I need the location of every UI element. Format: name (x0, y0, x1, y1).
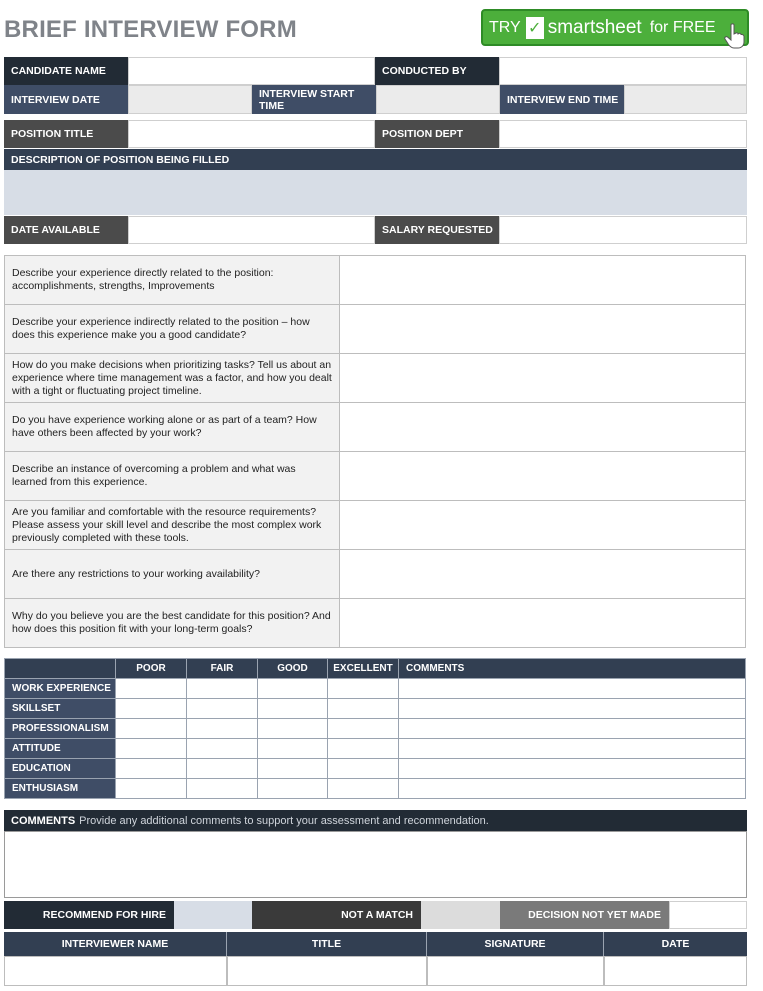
rating-cell[interactable] (116, 739, 187, 759)
rating-row (5, 779, 746, 799)
answer-field[interactable] (340, 403, 746, 452)
rating-col-poor: POOR (116, 659, 187, 679)
rating-row (5, 719, 746, 739)
signature-header: SIGNATURE (427, 932, 604, 956)
rating-row (5, 759, 746, 779)
rating-col-fair: FAIR (187, 659, 258, 679)
position-title-label: POSITION TITLE (4, 120, 128, 148)
conducted-by-label: CONDUCTED BY (375, 57, 499, 85)
question-row (5, 403, 746, 452)
promo-try-text: TRY (489, 18, 521, 36)
interview-start-time-label: INTERVIEW START TIME (252, 85, 376, 114)
description-label: DESCRIPTION OF POSITION BEING FILLED (4, 149, 747, 170)
rating-cell[interactable] (258, 699, 328, 719)
rating-cell[interactable] (187, 679, 258, 699)
promo-free-text: for FREE (649, 18, 716, 36)
try-smartsheet-button[interactable] (481, 9, 749, 46)
rating-cell[interactable] (258, 679, 328, 699)
question-text: Are there any restrictions to your working availability? (5, 550, 340, 599)
rating-cell[interactable] (328, 779, 399, 799)
rating-row (5, 699, 746, 719)
question-text: Describe your experience indirectly related to the position – how does this experience make you a good candidate? (5, 305, 340, 354)
salary-requested-label: SALARY REQUESTED (375, 216, 499, 244)
comments-label: COMMENTS (11, 814, 76, 827)
comments-header (4, 810, 747, 831)
answer-field[interactable] (340, 599, 746, 648)
candidate-name-field[interactable] (128, 57, 375, 85)
date-header: DATE (604, 932, 747, 956)
rating-row (5, 739, 746, 759)
answer-field[interactable] (340, 452, 746, 501)
question-row (5, 599, 746, 648)
rating-header-row (5, 659, 746, 679)
question-text: Describe your experience directly related to the position: accomplishments, strengths, Improvements (5, 256, 340, 305)
position-dept-label: POSITION DEPT (375, 120, 499, 148)
rating-cell[interactable] (116, 679, 187, 699)
rating-cell[interactable] (328, 699, 399, 719)
checkmark-icon: ✓ (526, 17, 544, 39)
interviewer-name-field[interactable] (4, 956, 227, 986)
rating-comment-cell[interactable] (399, 699, 746, 719)
date-available-label: DATE AVAILABLE (4, 216, 128, 244)
question-row (5, 305, 746, 354)
interview-date-field[interactable] (128, 85, 252, 114)
answer-field[interactable] (340, 550, 746, 599)
rating-row-label: EDUCATION (5, 759, 116, 779)
position-dept-field[interactable] (499, 120, 747, 148)
rating-row-label: PROFESSIONALISM (5, 719, 116, 739)
candidate-name-label: CANDIDATE NAME (4, 57, 128, 85)
rating-row (5, 679, 746, 699)
interview-date-label: INTERVIEW DATE (4, 85, 128, 114)
rating-cell[interactable] (258, 759, 328, 779)
questions-table (4, 255, 746, 648)
decision-not-yet-made-label: DECISION NOT YET MADE (500, 901, 669, 929)
rating-cell[interactable] (258, 739, 328, 759)
rating-table (4, 658, 746, 799)
rating-row-label: WORK EXPERIENCE (5, 679, 116, 699)
rating-cell[interactable] (116, 699, 187, 719)
answer-field[interactable] (340, 501, 746, 550)
question-row (5, 256, 746, 305)
rating-cell[interactable] (116, 719, 187, 739)
salary-requested-field[interactable] (499, 216, 747, 244)
rating-cell[interactable] (187, 779, 258, 799)
date-available-field[interactable] (128, 216, 375, 244)
rating-cell[interactable] (187, 699, 258, 719)
rating-comment-cell[interactable] (399, 719, 746, 739)
rating-comment-cell[interactable] (399, 759, 746, 779)
answer-field[interactable] (340, 354, 746, 403)
promo-brand-text: smartsheet (547, 16, 642, 38)
rating-cell[interactable] (187, 719, 258, 739)
title-header: TITLE (227, 932, 427, 956)
rating-cell[interactable] (258, 779, 328, 799)
rating-comment-cell[interactable] (399, 779, 746, 799)
pointer-hand-icon (723, 23, 745, 49)
rating-row-label: ATTITUDE (5, 739, 116, 759)
interviewer-name-header: INTERVIEWER NAME (4, 932, 227, 956)
rating-cell[interactable] (328, 739, 399, 759)
question-text: Why do you believe you are the best candidate for this position? And how does this position fit with your long-term goals? (5, 599, 340, 648)
rating-cell[interactable] (187, 739, 258, 759)
signature-field[interactable] (427, 956, 604, 986)
not-a-match-label: NOT A MATCH (252, 901, 421, 929)
rating-cell[interactable] (116, 779, 187, 799)
rating-cell[interactable] (187, 759, 258, 779)
rating-cell[interactable] (328, 679, 399, 699)
not-a-match-box[interactable] (421, 901, 500, 929)
description-field[interactable] (4, 170, 747, 215)
question-text: Describe an instance of overcoming a problem and what was learned from this experience. (5, 452, 340, 501)
title-field[interactable] (227, 956, 427, 986)
decision-not-yet-made-box[interactable] (669, 901, 747, 929)
question-text: How do you make decisions when prioritizing tasks? Tell us about an experience where time management was a factor, and how you dealt with a tight or fluctuating project timeline. (5, 354, 340, 403)
rating-row-label: SKILLSET (5, 699, 116, 719)
recommend-for-hire-label: RECOMMEND FOR HIRE (4, 901, 174, 929)
conducted-by-field[interactable] (499, 57, 747, 85)
question-text: Do you have experience working alone or as part of a team? How have others been affected by your work? (5, 403, 340, 452)
answer-field[interactable] (340, 305, 746, 354)
rating-cell[interactable] (328, 719, 399, 739)
rating-cell[interactable] (116, 759, 187, 779)
rating-col-good: GOOD (258, 659, 328, 679)
recommend-for-hire-box[interactable] (174, 901, 252, 929)
rating-col-excellent: EXCELLENT (328, 659, 399, 679)
comments-field[interactable] (4, 831, 747, 898)
rating-corner-cell (5, 659, 116, 679)
comments-hint: Provide any additional comments to support your assessment and recommendation. (79, 814, 489, 827)
rating-comment-cell[interactable] (399, 739, 746, 759)
date-field[interactable] (604, 956, 747, 986)
rating-row-label: ENTHUSIASM (5, 779, 116, 799)
question-row (5, 354, 746, 403)
answer-field[interactable] (340, 256, 746, 305)
page-title: BRIEF INTERVIEW FORM (4, 16, 297, 43)
question-row (5, 452, 746, 501)
question-row (5, 501, 746, 550)
rating-comment-cell[interactable] (399, 679, 746, 699)
rating-cell[interactable] (258, 719, 328, 739)
interview-end-time-field[interactable] (624, 85, 747, 114)
rating-cell[interactable] (328, 759, 399, 779)
interview-end-time-label: INTERVIEW END TIME (500, 85, 624, 114)
position-title-field[interactable] (128, 120, 375, 148)
rating-col-comments: COMMENTS (399, 659, 746, 679)
interview-start-time-field[interactable] (376, 85, 500, 114)
question-text: Are you familiar and comfortable with the resource requirements? Please assess your skill level and describe the most complex work previously completed with these tools. (5, 501, 340, 550)
question-row (5, 550, 746, 599)
